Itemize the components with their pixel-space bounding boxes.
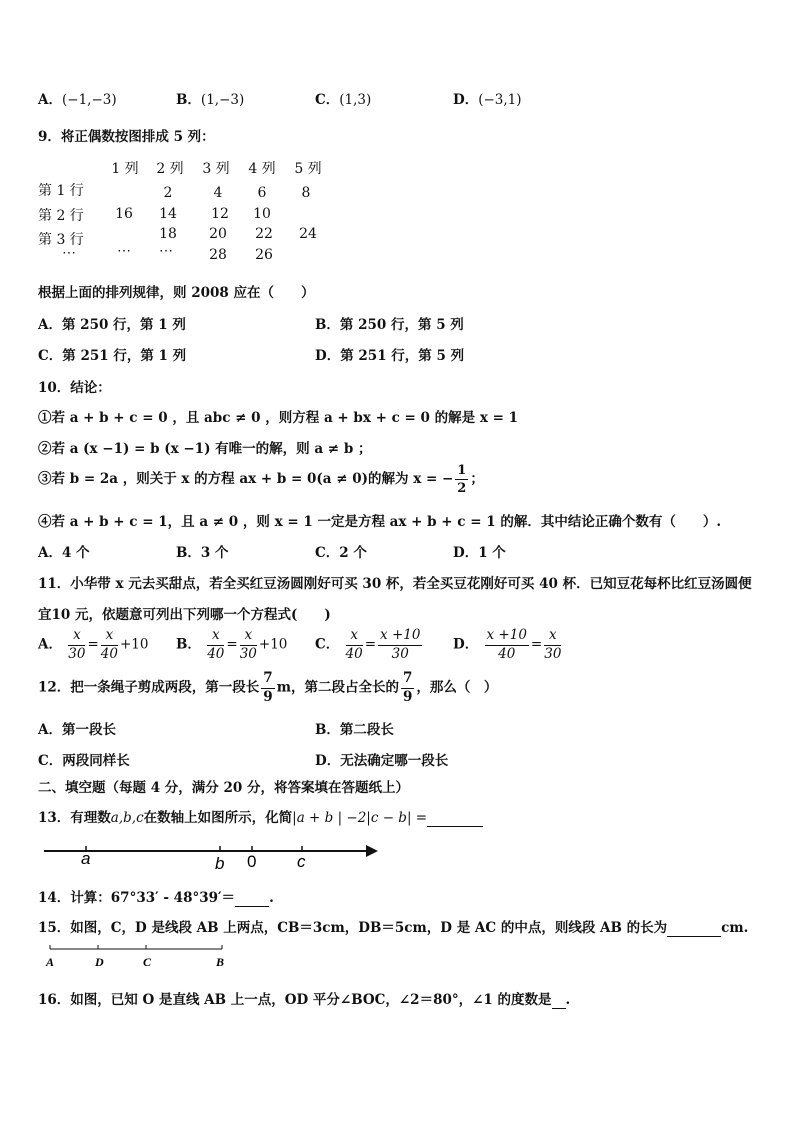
fraction: $\frac{x}{30}$ — [68, 627, 86, 662]
table-cell: 16 — [115, 206, 133, 222]
fraction: $\frac{x +10}{30}$ — [380, 627, 421, 662]
point-label-b: b — [215, 854, 225, 872]
q11-line-2: 宜10 元，依题意可列出下列哪一个方程式( ) — [38, 607, 331, 623]
row-label: 第 1 行 — [38, 183, 84, 199]
table-cell: 26 — [255, 247, 273, 263]
q10-option-a: A．4 个 — [38, 545, 90, 561]
q11-line-1: 11．小华带 x 元去买甜点，若全买红豆汤圆刚好可买 30 杯，若全买豆花刚好可买 40 杯．已知豆花每杯比红豆汤圆便 — [38, 576, 752, 592]
q13-stem: 13．有理数a,b,c在数轴上如图所示，化简|a + b | −2|c − b| = — [38, 806, 483, 827]
table-cell: 20 — [209, 226, 227, 242]
col-header: 4 列 — [248, 161, 276, 177]
q8-option-b: B．(1,−3) — [176, 92, 245, 108]
q10-statement-3: ③若 b = 2a ，则关于 x 的方程 ax + b = 0(a ≠ 0)的解为 x = − $\frac{1}{2}$ ； — [38, 463, 484, 496]
q9-question: 根据上面的排列规律，则 2008 应在（ ） — [38, 285, 315, 301]
q10-option-d: D．1 个 — [453, 545, 506, 561]
q9-stem: 9．将正偶数按图排成 5 列： — [38, 129, 215, 145]
col-header: 3 列 — [202, 161, 230, 177]
row-label: 第 2 行 — [38, 208, 84, 224]
answer-blank — [235, 890, 269, 907]
table-cell: 6 — [257, 185, 267, 201]
fraction: $\frac{x}{40}$ — [100, 627, 118, 662]
q9-option-c: C．第 251 行，第 1 列 — [38, 348, 187, 364]
answer-blank — [667, 920, 721, 937]
table-cell: ⋯ — [117, 243, 131, 259]
q12-option-c: C．两段同样长 — [38, 753, 130, 769]
q11-option-d: D． $\frac{x +10}{40}$ = $\frac{x}{30}$ — [453, 627, 562, 662]
q8-option-c: C．(1,3) — [315, 92, 372, 108]
col-header: 1 列 — [111, 161, 139, 177]
table-cell: 4 — [213, 185, 223, 201]
fraction: $\frac{x}{30}$ — [239, 627, 257, 662]
fraction: $\frac{1}{2}$ — [457, 463, 467, 496]
point-label-d: D — [95, 955, 104, 969]
number-line-diagram — [40, 838, 385, 872]
q9-option-d: D．第 251 行，第 5 列 — [315, 348, 465, 364]
table-cell: 12 — [211, 206, 229, 222]
q12-option-d: D．无法确定哪一段长 — [315, 753, 449, 769]
q12-stem: 12．把一条绳子剪成两段，第一段长 $\frac{7}{9}$ m，第二段占全长的 $\frac{7}{9}$ ，那么（ ） — [38, 670, 498, 705]
fraction: $\frac{x}{40}$ — [207, 627, 225, 662]
q14-stem: 14．计算：67°33′ - 48°39′＝ . — [38, 890, 274, 906]
table-cell: 22 — [255, 226, 273, 242]
point-label-zero: 0 — [247, 852, 257, 871]
point-label-b: B — [216, 955, 225, 969]
answer-blank — [552, 992, 566, 1009]
table-cell: 18 — [159, 226, 177, 242]
table-cell: 28 — [209, 247, 227, 263]
q11-option-c: C． $\frac{x}{40}$ = $\frac{x +10}{30}$ — [315, 627, 421, 662]
q8-option-a: A．(−1,−3) — [38, 92, 117, 108]
table-cell: 14 — [159, 206, 177, 222]
point-label-a: A — [46, 955, 55, 969]
section-heading: 二、填空题（每题 4 分，满分 20 分，将答案填在答题纸上） — [38, 780, 409, 796]
segment-diagram — [42, 942, 232, 972]
point-label-a: a — [81, 849, 91, 868]
point-label-c: C — [143, 955, 152, 969]
q10-option-c: C．2 个 — [315, 545, 367, 561]
table-cell: 24 — [299, 226, 317, 242]
row-label: 第 3 行 — [38, 232, 84, 248]
q9-option-a: A．第 250 行，第 1 列 — [38, 317, 186, 333]
row-label: ⋯ — [62, 245, 76, 261]
fraction: $\frac{x}{30}$ — [544, 627, 562, 662]
q11-option-a: A． $\frac{x}{30}$ = $\frac{x}{40}$ +10 — [38, 627, 149, 662]
table-cell: 2 — [163, 185, 173, 201]
fraction: $\frac{7}{9}$ — [403, 670, 413, 705]
q16-stem: 16．如图，已知 O 是直线 AB 上一点，OD 平分∠BOC，∠2＝80°，∠1 的度数是 . — [38, 992, 571, 1008]
arrow-icon — [366, 845, 378, 857]
q12-option-a: A．第一段长 — [38, 722, 116, 738]
table-cell: ⋯ — [159, 243, 173, 259]
answer-blank — [427, 810, 483, 827]
q10-stem: 10．结论： — [38, 380, 111, 396]
col-header: 2 列 — [156, 161, 184, 177]
q12-option-b: B．第二段长 — [315, 722, 394, 738]
q10-statement-1: ①若 a + b + c = 0 ，且 abc ≠ 0 ，则方程 a + bx + c = 0 的解是 x = 1 — [38, 410, 518, 426]
q10-option-b: B．3 个 — [176, 545, 229, 561]
fraction: $\frac{x}{40}$ — [345, 627, 363, 662]
table-cell: 8 — [301, 185, 311, 201]
q8-option-d: D．(−3,1) — [453, 92, 522, 108]
fraction: $\frac{7}{9}$ — [263, 670, 273, 705]
fraction: $\frac{x +10}{40}$ — [486, 627, 527, 662]
q10-statement-4: ④若 a + b + c = 1，且 a ≠ 0 ，则 x = 1 一定是方程 ax + b + c = 1 的解．其中结论正确个数有（ ）. — [38, 514, 722, 530]
q9-option-b: B．第 250 行，第 5 列 — [315, 317, 464, 333]
q15-stem: 15．如图，C，D 是线段 AB 上两点，CB＝3cm，DB＝5cm，D 是 AC 的中点，则线段 AB 的长为 cm. — [38, 920, 749, 936]
point-label-c: c — [297, 852, 306, 871]
table-cell: 10 — [253, 206, 271, 222]
col-header: 5 列 — [294, 161, 322, 177]
q11-option-b: B． $\frac{x}{40}$ = $\frac{x}{30}$ +10 — [176, 627, 288, 662]
q10-statement-2: ②若 a (x −1) = b (x −1) 有唯一的解，则 a ≠ b ； — [38, 441, 372, 457]
